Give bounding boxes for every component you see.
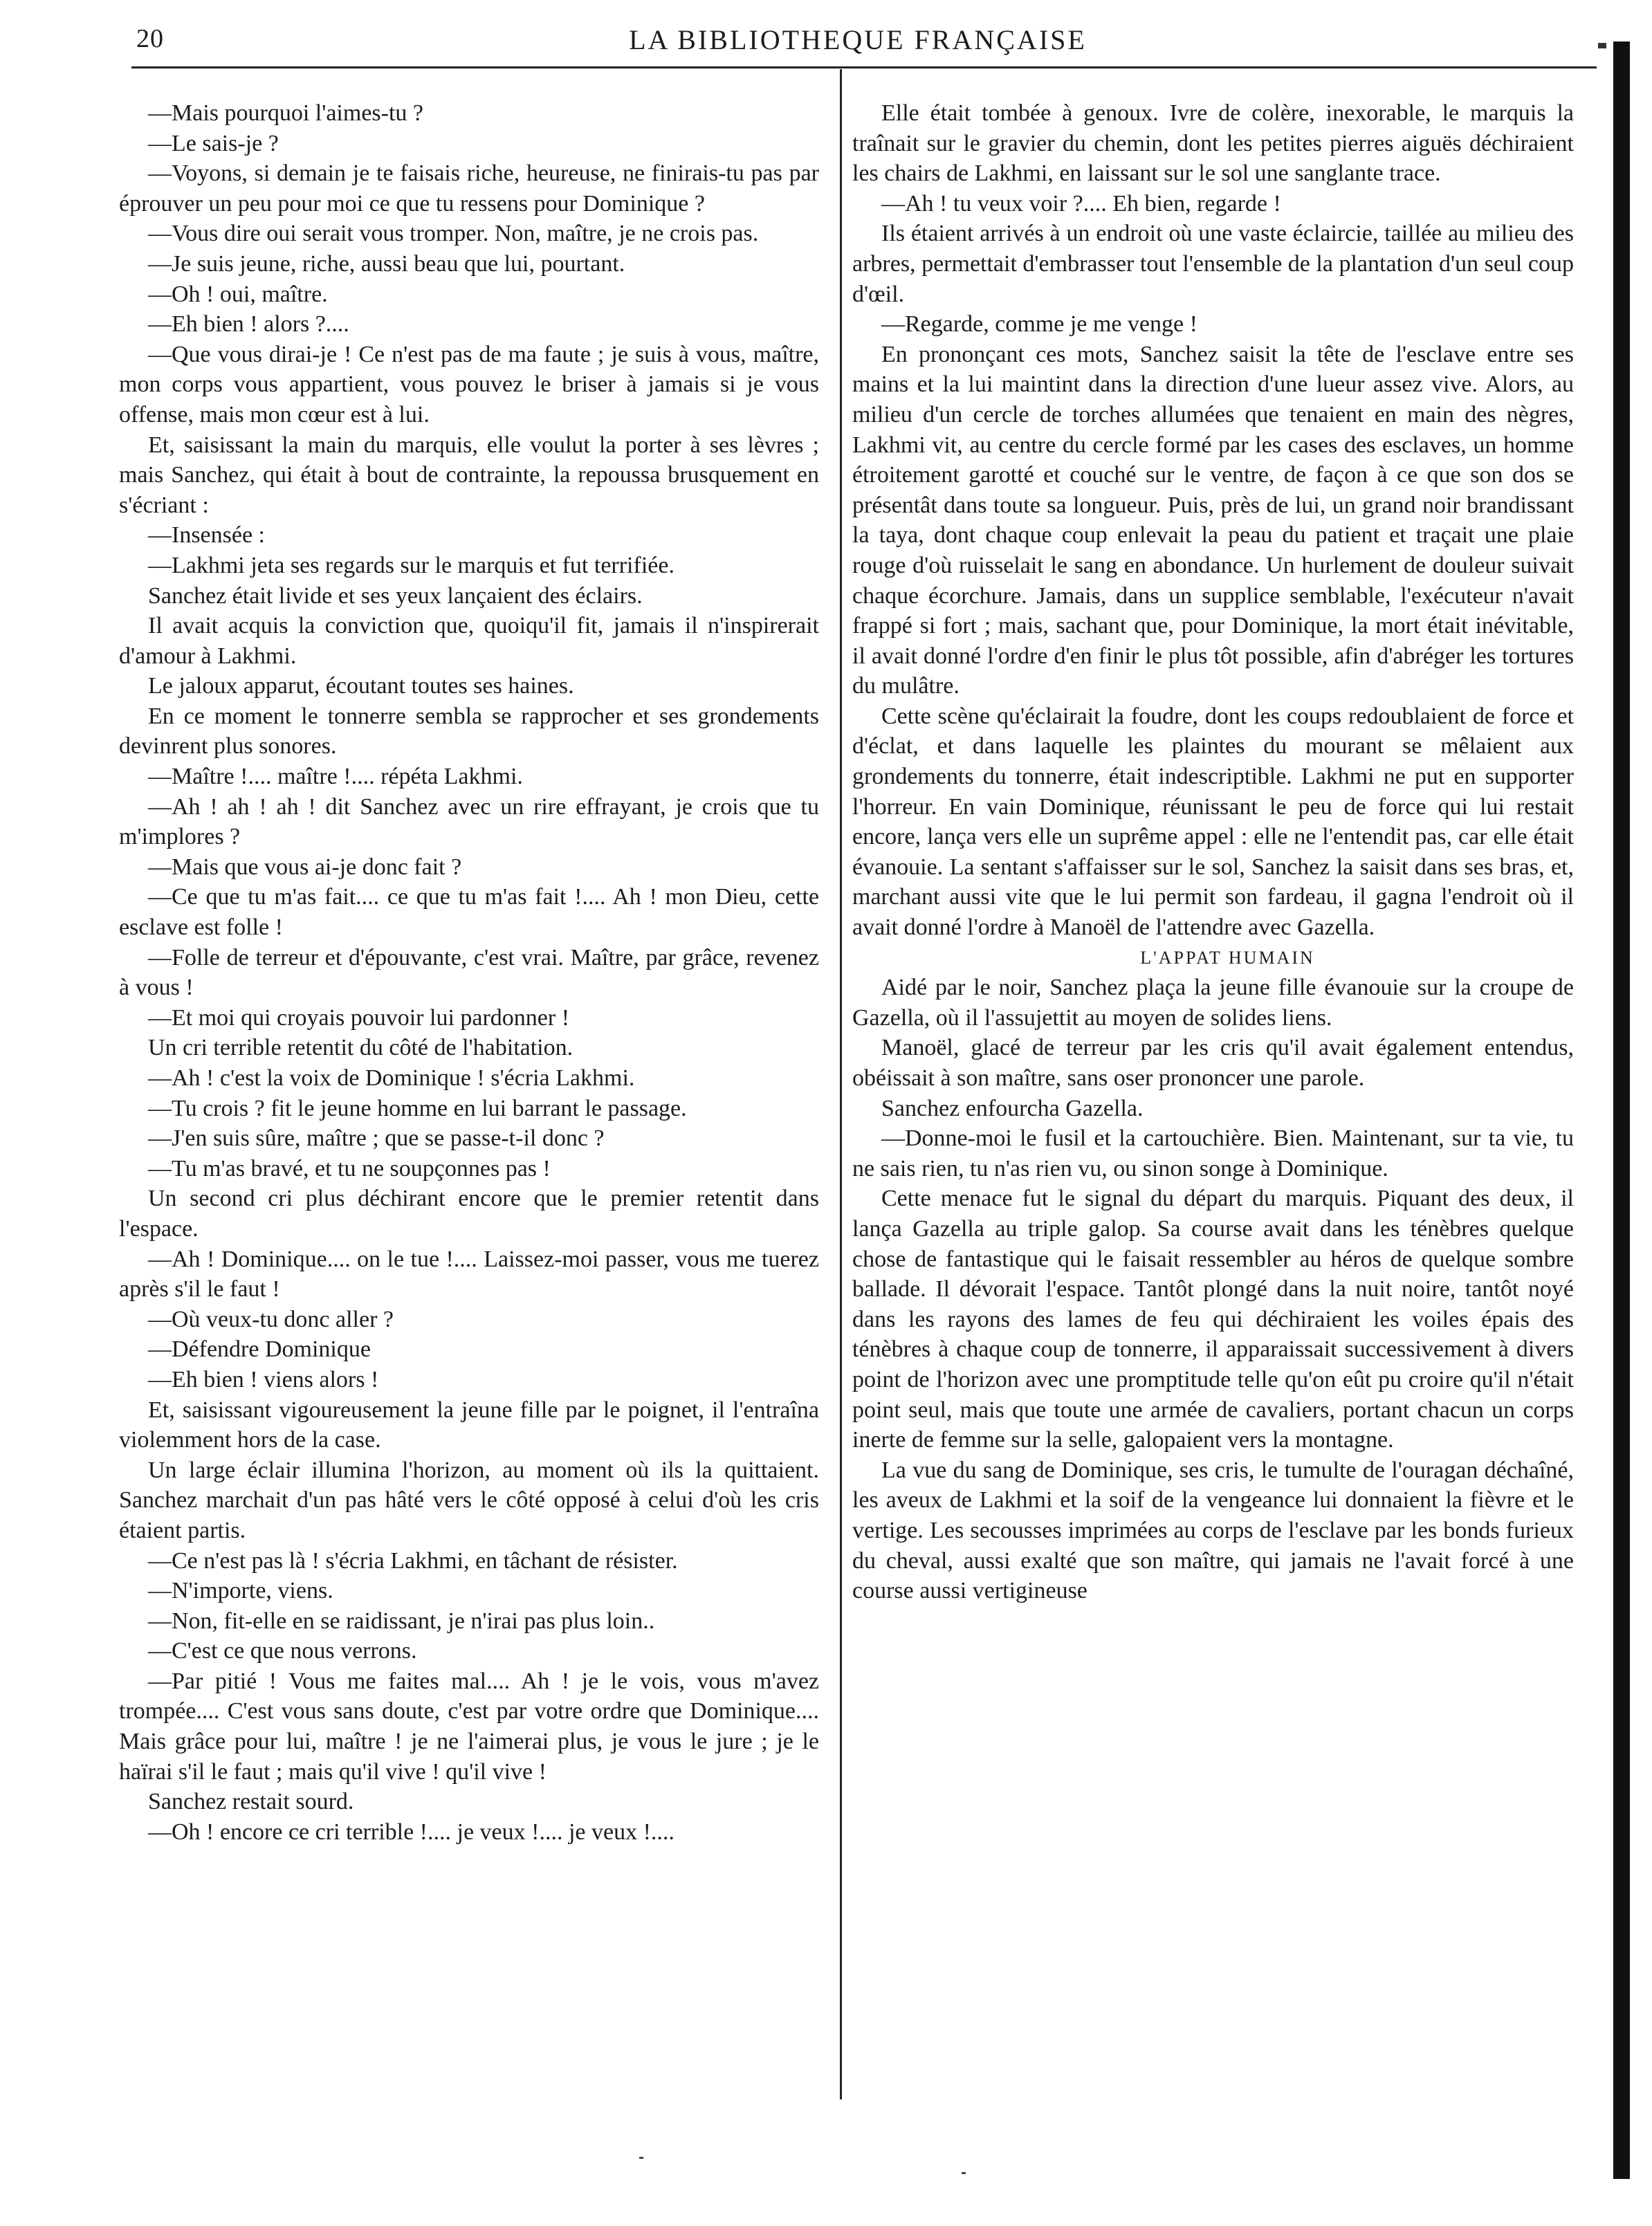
paragraph: —Lakhmi jeta ses regards sur le marquis et fut terrifiée. <box>148 552 674 578</box>
paragraph: Le jaloux apparut, écoutant toutes ses haines. <box>148 673 574 699</box>
paragraph: —Ah ! Dominique.... on le tue !.... Laissez-moi passer, vous me tuerez après s'il le faut ! <box>119 1246 819 1303</box>
paragraph: Sanchez enfourcha Gazella. <box>881 1095 1144 1121</box>
paragraph: Cette scène qu'éclairait la foudre, dont les coups redoublaient de force et d'éclat, et dans laquelle les plaintes du mourant se mêlaient aux grondements du tonnerre, était indescriptible. Lakhmi ne put en supporter l'horreur. En vain Dominique, réunissant le peu de force qui lui restait encore, lança vers elle un suprême appel : elle ne l'entendit pas, car elle était évanouie. La sentant s'affaisser sur le sol, Sanchez la saisit dans ses bras, et, marchant aussi vite que le lui permit son fardeau, il gagna l'endroit où il avait donné l'ordre à Manoël de l'attendre avec Gazella. <box>852 703 1574 941</box>
paragraph: Elle était tombée à genoux. Ivre de colère, inexorable, le marquis la traînait sur le gravier du chemin, dont les petites pierres aiguës déchiraient les chairs de Lakhmi, en laissant sur le sol une sanglante trace. <box>852 100 1574 187</box>
page-number: 20 <box>136 24 164 53</box>
paragraph: —Ce n'est pas là ! s'écria Lakhmi, en tâchant de résister. <box>148 1547 678 1574</box>
paragraph: La vue du sang de Dominique, ses cris, le tumulte de l'ouragan déchaîné, les aveux de Lakhmi et la soif de la vengeance lui donnaient la fièvre et le vertige. Les secousses imprimées au corps de l'esclave par les bonds furieux du cheval, aussi exalté que son maître, qui jamais ne l'avait forcé à une course aussi vertigineuse <box>852 1457 1574 1604</box>
page-edge-bar <box>1613 42 1630 2179</box>
paragraph: Sanchez était livide et ses yeux lançaient des éclairs. <box>148 582 643 609</box>
paragraph: —Mais pourquoi l'aimes-tu ? <box>148 100 424 126</box>
paragraph: Un cri terrible retentit du côté de l'habitation. <box>148 1035 573 1061</box>
paragraph: Il avait acquis la conviction que, quoiqu'il fit, jamais il n'inspirerait d'amour à Lakhmi. <box>119 613 819 669</box>
footer-mark <box>962 2172 966 2174</box>
paragraph: —Je suis jeune, riche, aussi beau que lui, pourtant. <box>148 250 625 277</box>
paragraph: Et, saisissant la main du marquis, elle voulut la porter à ses lèvres ; mais Sanchez, qui était à bout de contrainte, la repoussa brusquement en s'écriant : <box>119 432 819 518</box>
paragraph: —Vous dire oui serait vous tromper. Non, maître, je ne crois pas. <box>148 221 759 247</box>
paragraph: —Ce que tu m'as fait.... ce que tu m'as fait !.... Ah ! mon Dieu, cette esclave est folle ! <box>119 884 819 941</box>
paragraph: —Où veux-tu donc aller ? <box>148 1306 394 1332</box>
right-column-top <box>852 98 1574 943</box>
paragraph: —N'importe, viens. <box>148 1578 333 1604</box>
running-title: LA BIBLIOTHEQUE FRANÇAISE <box>629 24 1087 55</box>
paragraph: Manoël, glacé de terreur par les cris qu'il avait également entendus, obéissait à son maître, sans oser prononcer une parole. <box>852 1035 1574 1091</box>
column-divider <box>840 69 842 2099</box>
paragraph: —Défendre Dominique <box>148 1336 371 1363</box>
paragraph: —Non, fit-elle en se raidissant, je n'irai pas plus loin.. <box>148 1608 655 1634</box>
paragraph: —J'en suis sûre, maître ; que se passe-t-il donc ? <box>148 1125 605 1152</box>
paragraph: Sanchez restait sourd. <box>148 1789 354 1815</box>
section-title: L'APPAT HUMAIN <box>1140 947 1315 968</box>
left-column <box>119 98 819 1847</box>
right-column-bottom <box>852 973 1574 1606</box>
right-column <box>852 98 1574 1606</box>
paragraph: —Par pitié ! Vous me faites mal.... Ah ! je le vois, vous m'avez trompée.... C'est vous sans doute, c'est par votre ordre que Dominique.... Mais grâce pour lui, maître ! je ne l'aimerai plus, je vous le jure ; je le haïrai s'il le faut ; mais qu'il vive ! qu'il vive ! <box>119 1668 819 1785</box>
paragraph: —Oh ! oui, maître. <box>148 281 328 307</box>
paragraph: Un second cri plus déchirant encore que le premier retentit dans l'espace. <box>119 1186 819 1242</box>
paragraph: —Eh bien ! viens alors ! <box>148 1366 379 1392</box>
paragraph: —Oh ! encore ce cri terrible !.... je veux !.... je veux !.... <box>148 1819 674 1845</box>
paragraph: —Mais que vous ai-je donc fait ? <box>148 854 462 880</box>
paragraph: En ce moment le tonnerre sembla se rapprocher et ses grondements devinrent plus sonores. <box>119 703 819 760</box>
paragraph: —Ah ! ah ! ah ! dit Sanchez avec un rire effrayant, je crois que tu m'implores ? <box>119 793 819 850</box>
paragraph: —C'est ce que nous verrons. <box>148 1638 417 1664</box>
paragraph: Aidé par le noir, Sanchez plaça la jeune fille évanouie sur la croupe de Gazella, où il l'assujettit au moyen de solides liens. <box>852 975 1574 1031</box>
paragraph: Un large éclair illumina l'horizon, au moment où ils la quittaient. Sanchez marchait d'un pas hâté vers le côté opposé à celui d'où les cris étaient partis. <box>119 1457 819 1543</box>
paragraph: —Folle de terreur et d'épouvante, c'est vrai. Maître, par grâce, revenez à vous ! <box>119 944 819 1001</box>
paragraph: Cette menace fut le signal du départ du marquis. Piquant des deux, il lança Gazella au triple galop. Sa course avait dans les ténèbres quelque chose de fantastique qui le faisait ressembler au héros de quelque sombre ballade. Il dévorait l'espace. Tantôt plongé dans la nuit noire, tantôt noyé dans les rayons des lames de feu qui déchiraient les voiles épais des ténèbres à chaque coup de tonnerre, il apparaissait successivement à divers point de l'horizon avec une promptitude telle qu'on eût pu croire qu'il n'était point seul, mais que toute une armée de cavaliers, portant chacun un corps inerte de femme sur la selle, galopaient vers la montagne. <box>852 1186 1574 1453</box>
paragraph: —Ah ! tu veux voir ?.... Eh bien, regarde ! <box>881 190 1281 217</box>
paragraph: Ils étaient arrivés à un endroit où une vaste éclaircie, taillée au milieu des arbres, permettait d'embrasser tout l'ensemble de la plantation d'un seul coup d'œil. <box>852 221 1574 307</box>
footer-mark <box>639 2157 643 2159</box>
header-rule <box>131 66 1597 68</box>
paragraph: —Que vous dirai-je ! Ce n'est pas de ma faute ; je suis à vous, maître, mon corps vous appartient, vous pouvez le briser à jamais si je vous offense, mais mon cœur est à lui. <box>119 341 819 427</box>
paragraph: —Voyons, si demain je te faisais riche, heureuse, ne finirais-tu pas par éprouver un peu pour moi ce que tu ressens pour Dominique ? <box>119 160 819 217</box>
paragraph: —Eh bien ! alors ?.... <box>148 311 349 338</box>
paragraph: —Ah ! c'est la voix de Dominique ! s'écria Lakhmi. <box>148 1065 635 1091</box>
paragraph: —Tu m'as bravé, et tu ne soupçonnes pas ! <box>148 1155 551 1181</box>
paragraph: —Donne-moi le fusil et la cartouchière. Bien. Maintenant, sur ta vie, tu ne sais rien, tu n'as rien vu, ou sinon songe à Dominique. <box>852 1125 1574 1181</box>
page-edge-mark <box>1598 43 1606 48</box>
paragraph: —Tu crois ? fit le jeune homme en lui barrant le passage. <box>148 1095 687 1121</box>
paragraph: —Regarde, comme je me venge ! <box>881 311 1197 338</box>
page-header <box>114 24 1601 65</box>
paragraph: —Insensée : <box>148 522 266 549</box>
paragraph: —Et moi qui croyais pouvoir lui pardonner ! <box>148 1004 570 1031</box>
paragraph: En prononçant ces mots, Sanchez saisit la tête de l'esclave entre ses mains et la lui maintint dans la direction d'une lueur assez vive. Alors, au milieu d'un cercle de torches allumées que tenaient en main des nègres, Lakhmi vit, au centre du cercle formé par les cases des esclaves, un homme étroitement garotté et couché sur le ventre, de façon à ce que son dos se présentât dans toute sa longueur. Puis, près de lui, un grand noir brandissant la taya, dont chaque coup enlevait la peau du patient et traçait une plaie rouge d'où ruisselait le sang en abondance. Un hurlement de douleur suivait chaque écorchure. Jamais, dans un supplice semblable, l'exécuteur n'avait frappé si fort ; mais, sachant que, pour Dominique, la mort était inévitable, il avait donné l'ordre d'en finir le plus tôt possible, afin d'abréger les tortures du mulâtre. <box>852 341 1574 699</box>
paragraph: —Le sais-je ? <box>148 130 279 156</box>
paragraph: Et, saisissant vigoureusement la jeune fille par le poignet, il l'entraîna violemment hors de la case. <box>119 1397 819 1453</box>
paragraph: —Maître !.... maître !.... répéta Lakhmi. <box>148 764 523 790</box>
